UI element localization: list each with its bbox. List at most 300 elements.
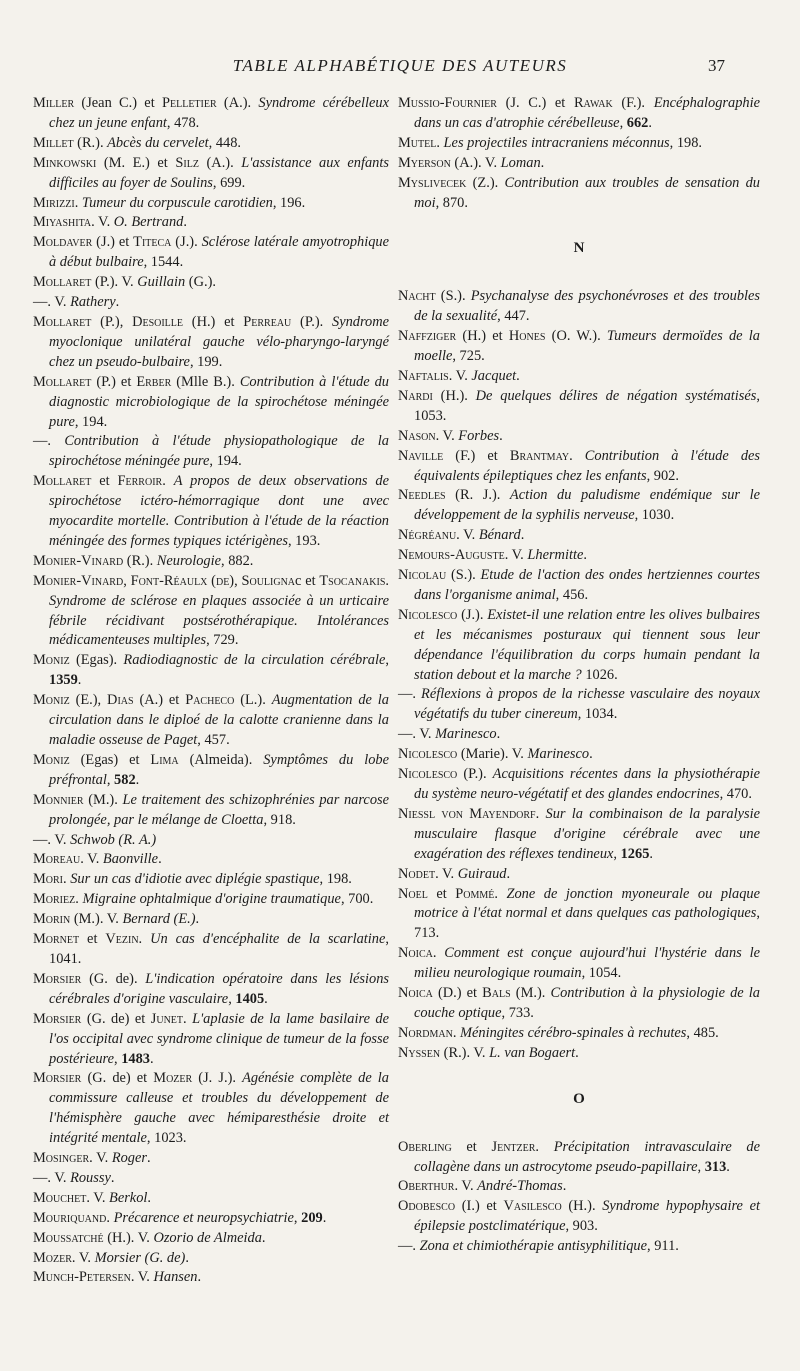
entry-text: , 470. (719, 786, 752, 802)
author-name: Moussatché (33, 1229, 104, 1246)
author-name: Myslivecek (398, 174, 467, 191)
article-title: O. Bertrand (113, 214, 184, 231)
article-title: Jacquet (471, 367, 517, 384)
article-title: Contribution à l'étude des équivalents épileptiques chez les enfants (414, 447, 761, 484)
index-entry (33, 134, 389, 154)
article-title: L'assistance aux enfants difficiles au foyer de Soulins (49, 154, 389, 191)
article-title: Syndrome myoclonique unilatéral gauche vélo-pharyngo-laryngé chez un pseudo-bulbaire (49, 313, 390, 370)
author-name: Pommé (455, 885, 495, 902)
index-entry (33, 1249, 389, 1269)
entry-text: , 1041. (49, 931, 389, 967)
author-name: Bals (482, 985, 511, 1002)
section-letter-o: O (573, 1090, 585, 1107)
entry-text: (Mlle B.). (171, 373, 240, 390)
entry-text: , 456. (555, 586, 589, 603)
entry-text: (M. E.) et (96, 154, 176, 171)
article-title: Réflexions à propos de la richesse vasculaire des noyaux végétatifs du tuber cinereum (414, 686, 760, 723)
entry-text: . (499, 427, 503, 444)
index-entry (398, 447, 760, 487)
article-title: Contribution aux troubles de sensation du moi (414, 174, 761, 211)
author-name: Mornet (33, 931, 80, 948)
entry-text: et (79, 931, 106, 948)
entry-text: . V. (454, 1178, 478, 1195)
article-title: Berkol (109, 1189, 148, 1206)
index-entry (33, 572, 389, 652)
author-name: Morsier (33, 1070, 82, 1087)
entry-text: , 194. (74, 413, 108, 430)
article-title: L'aplasie de la lame basilaire de l'os occipital avec syndrome clinique de tumeur de la fosse postérieure (49, 1010, 389, 1067)
entry-text: . (385, 572, 389, 589)
article-title: André-Thomas (477, 1178, 563, 1195)
entry-text: (A.). (216, 95, 259, 111)
author-list-n (398, 287, 760, 1063)
article-title: Bénard (478, 527, 521, 544)
author-name: Morsier (33, 1010, 82, 1027)
page-ref: 1265 (620, 845, 650, 862)
entry-text: . V. (435, 865, 458, 882)
author-name: Mutel (398, 134, 437, 151)
article-title: Encéphalographie dans un cas d'atrophie cérébelleuse (414, 95, 760, 131)
author-name: Mollaret (33, 373, 92, 390)
index-entry (398, 486, 760, 526)
entry-text: (R.). (73, 134, 108, 151)
author-name: Erber (136, 373, 172, 390)
entry-text: , 700. (340, 891, 374, 908)
index-entry (33, 691, 389, 751)
author-name: Moniz (33, 652, 70, 669)
author-name: Mosinger (33, 1150, 90, 1167)
left-column (33, 94, 389, 1288)
entry-text: . (162, 473, 174, 490)
entry-text: . (569, 447, 585, 464)
entry-text: . V. (435, 427, 459, 444)
article-title: Les projectiles intracraniens méconnus (443, 134, 670, 151)
index-entry (33, 651, 389, 691)
entry-text: . V. (456, 527, 479, 544)
author-name: Moniz (33, 692, 70, 709)
entry-text: , 699. (212, 174, 246, 191)
entry-text: . (135, 771, 140, 788)
index-entry (398, 725, 760, 745)
index-entry (398, 1044, 760, 1064)
author-name: Morin (33, 911, 71, 928)
article-title: Abcès du cervelet (107, 134, 209, 151)
entry-text: , 1034. (577, 706, 618, 723)
entry-text: , 485. (686, 1024, 719, 1041)
index-entry (33, 313, 389, 373)
index-entry (398, 526, 760, 546)
index-entry (33, 213, 389, 233)
article-title: Bernard (E.) (122, 911, 196, 928)
author-name: Nyssen (398, 1044, 441, 1061)
author-list-o (398, 1138, 760, 1257)
index-entry (398, 134, 760, 154)
index-entry (398, 174, 760, 214)
author-list-m-continued (398, 94, 760, 213)
entry-text: c et (295, 572, 320, 589)
index-entry (33, 751, 389, 791)
entry-text: , (228, 990, 236, 1007)
entry-text: —. V. (33, 294, 71, 311)
index-entry (33, 831, 389, 851)
index-entry (33, 870, 389, 890)
author-name: Perreau (243, 313, 292, 330)
author-name: Monier-Vinard (33, 572, 124, 589)
entry-text: (G. de). (81, 970, 146, 987)
entry-text: , 198. (319, 871, 352, 888)
author-name: Négréanu (398, 527, 457, 544)
entry-text: , 1023. (146, 1130, 187, 1147)
author-name: Myerson (398, 154, 451, 171)
index-entry (33, 890, 389, 910)
article-title: Rathery (70, 294, 116, 311)
article-title: Forbes (458, 427, 500, 444)
author-name: Silz (175, 154, 199, 171)
index-entry (398, 685, 760, 725)
index-entry (33, 1189, 389, 1209)
entry-text: (H.) et (456, 328, 509, 345)
article-title: Augmentation de la circulation dans le diploé de la calotte cranienne dans la maladie osseuse de Paget (49, 692, 389, 748)
author-name: Nicolesco (398, 746, 458, 763)
author-name: Niessl von Mayendorf (398, 805, 536, 822)
entry-text: . (516, 367, 520, 384)
index-entry (33, 154, 389, 194)
article-title: Acquisitions récentes dans la physiothérapie du système neuro-végétatif et des glandes endocrines (414, 766, 760, 802)
index-entry (33, 1069, 389, 1149)
article-title: Agénésie complète de la commissure calleuse et troubles du développement de l'hémisphère gauche avec hémiparesthésie droite et intégrité mentale (49, 1070, 390, 1147)
entry-text: . (494, 885, 507, 902)
entry-text: . (150, 1050, 154, 1067)
entry-text: (A.). (198, 154, 242, 171)
author-name: Nicolesco (398, 766, 458, 783)
entry-text: . (63, 871, 71, 888)
index-entry (33, 293, 389, 313)
entry-text: —. (398, 686, 422, 703)
entry-text: . (185, 1249, 189, 1266)
author-name: Nardi (398, 387, 433, 404)
entry-text: . (432, 945, 445, 962)
article-title: Migraine ophtalmique d'origine traumatique (82, 891, 341, 908)
entry-text: (P.). V. (91, 274, 138, 291)
index-entry (33, 1010, 389, 1070)
entry-text: . (183, 1010, 193, 1027)
entry-text: (G. de) et (81, 1070, 154, 1087)
entry-text: (L.). (234, 692, 272, 709)
page-ref: 582 (114, 771, 136, 788)
author-name: Rawak (573, 95, 613, 111)
page-ref: 1483 (121, 1050, 150, 1067)
article-title: Tumeur du corpuscule carotidien (81, 194, 273, 211)
author-name: Nordman (398, 1024, 453, 1041)
author-name: Lima (150, 751, 179, 768)
entry-text: . (535, 1138, 554, 1155)
index-entry (33, 1169, 389, 1189)
index-entry (33, 273, 389, 293)
article-title: Sclérose latérale amyotrophique à début bulbaire (49, 234, 389, 271)
index-entry (398, 1237, 760, 1257)
article-title: Roger (111, 1150, 147, 1167)
index-entry (398, 94, 760, 134)
article-title: Contribution à la physiologie de la couche optique (414, 985, 760, 1021)
author-name: Vasilesco (503, 1198, 562, 1215)
entry-text: . (106, 1209, 114, 1226)
index-entry (33, 910, 389, 930)
entry-text: (F.) et (443, 447, 510, 464)
index-entry (398, 865, 760, 885)
entry-text: . (452, 1024, 461, 1041)
author-name: Nodet (398, 865, 436, 882)
entry-text: (H.). V. (103, 1229, 154, 1246)
author-name: Nason (398, 427, 436, 444)
index-entry (33, 552, 389, 572)
entry-text: . (520, 527, 525, 544)
entry-text: , 199. (189, 353, 223, 370)
page-ref: 662 (626, 114, 649, 131)
entry-text: (S.). (446, 567, 481, 584)
entry-text: , 713. (414, 905, 760, 942)
article-title: Précarence et neuropsychiatrie (113, 1209, 294, 1226)
entry-text: , 911. (647, 1238, 679, 1255)
author-name: Nicolau (398, 567, 447, 584)
article-title: Le traitement des schizophrénies par narcose prolongée, par le mélange de Cloetta (49, 791, 390, 828)
author-name: Mozer (33, 1249, 72, 1266)
author-name: Millet (33, 134, 74, 151)
entry-text: . V. (130, 1269, 154, 1286)
index-entry (33, 373, 389, 433)
entry-text: (J.). (457, 606, 488, 623)
entry-text: . (183, 214, 187, 231)
article-title: Contribution à l'étude du diagnostic microbiologique de la spirochétose méningée pure (49, 373, 389, 430)
author-name: Hones (508, 328, 546, 345)
article-title: Ozorio de Almeida (153, 1229, 262, 1246)
entry-text: . V. (448, 367, 472, 384)
author-name: Nacht (398, 288, 436, 305)
entry-text: . (506, 865, 511, 882)
author-name: Brantmay (509, 447, 570, 464)
index-entry (33, 791, 389, 831)
article-title: Morsier (G. de) (94, 1249, 186, 1266)
entry-text: . (583, 547, 587, 564)
author-name: Pacheco (185, 692, 235, 709)
article-title: Neurologie (156, 552, 221, 569)
entry-text: , 1030. (634, 507, 675, 524)
entry-text: (P.). (291, 313, 332, 330)
entry-text: (E.), (69, 692, 108, 709)
author-name: Moniz (33, 751, 70, 768)
article-title: Guillain (137, 274, 186, 291)
index-entry (33, 850, 389, 870)
entry-text: , 882. (221, 552, 254, 569)
index-entry (398, 154, 760, 174)
entry-text: (Egas). (69, 652, 124, 669)
index-entry (33, 1149, 389, 1169)
entry-text: (A.). V. (450, 154, 501, 171)
entry-text: (Z.). (466, 174, 505, 191)
index-entry (33, 94, 389, 134)
entry-text: et (451, 1138, 492, 1155)
right-column (398, 94, 760, 1257)
entry-text: —. V. (33, 1169, 71, 1186)
entry-text: , 729. (206, 632, 239, 649)
entry-text: , (613, 845, 621, 862)
entry-text: (H.). (432, 387, 476, 404)
entry-text: , (114, 1050, 122, 1067)
entry-text: (Jean C.) et (74, 95, 162, 111)
entry-text: . (589, 746, 593, 763)
entry-text: (J. C.) et (496, 95, 574, 111)
author-name: Mirizzi (33, 194, 75, 211)
index-entry (33, 1229, 389, 1249)
author-name: Souligna (241, 572, 296, 589)
author-name: Nemours-Auguste (398, 547, 505, 564)
entry-text: . (562, 1178, 567, 1195)
index-entry (398, 984, 760, 1024)
entry-text: . (648, 114, 652, 131)
entry-text: . (535, 805, 546, 822)
author-name: Naville (398, 447, 444, 464)
author-name: Mouriquand (33, 1209, 107, 1226)
page-ref: 1359 (49, 672, 78, 689)
entry-text: . (195, 911, 200, 928)
article-title: Syndrome de sclérose en plaques associée à un urticaire fébrile récidivant postsérothérapique. Intolérances médicamenteuses multiples (49, 592, 389, 649)
entry-text: (D.) et (432, 985, 483, 1002)
author-name: Naffziger (398, 328, 457, 345)
author-name: Moriez (33, 891, 76, 908)
article-title: Loman (500, 154, 541, 171)
index-entry (33, 1268, 389, 1288)
index-entry (398, 546, 760, 566)
index-entry (33, 233, 389, 273)
entry-text: (M.). (510, 985, 551, 1002)
entry-text: , 447. (497, 308, 530, 325)
article-title: Précipitation intravasculaire de collagène dans un astrocytome pseudo-papillaire (414, 1138, 760, 1175)
entry-text: et (91, 473, 118, 490)
article-title: Existet-il une relation entre les olives bulbaires et les mécanismes posturaux qui tiennent sous leur dépendance l'équilibration du corps humain pendant la station debout et la marche ? (414, 606, 761, 683)
running-header-title: TABLE ALPHABÉTIQUE DES AUTEURS (232, 56, 568, 75)
index-entry (398, 1177, 760, 1197)
entry-text: , 1054. (581, 965, 622, 982)
author-name: Mollaret (33, 473, 92, 490)
article-title: Action du paludisme endémique sur le développement de la syphilis nerveuse (414, 487, 760, 524)
index-entry (398, 606, 760, 686)
index-entry (398, 427, 760, 447)
author-name: Mollaret (33, 274, 92, 291)
entry-text: (J. J.). (192, 1070, 243, 1087)
entry-text: 1026. (581, 666, 618, 683)
entry-text: (A.) et (133, 692, 186, 709)
entry-text: , 196. (272, 194, 306, 211)
entry-text: , 870. (435, 194, 468, 211)
entry-text: . V. (71, 1249, 95, 1266)
page-number: 37 (708, 56, 725, 75)
entry-text: . (649, 845, 653, 862)
index-entry (398, 944, 760, 984)
entry-text: , 902. (646, 467, 679, 484)
author-name: Font-Réaulx (de) (130, 572, 235, 589)
index-entry (33, 432, 389, 472)
entry-text: , 918. (263, 811, 296, 828)
entry-text: (F.). (612, 95, 654, 111)
entry-text: (Almeida). (178, 751, 264, 768)
entry-text: , 457. (197, 732, 230, 748)
entry-text: (P.). (457, 766, 493, 783)
author-name: Mollaret (33, 313, 92, 330)
article-title: Contribution à l'étude physiopathologique de la spirochétose méningée pure (49, 433, 389, 470)
entry-text: (R.). (123, 552, 157, 569)
author-name: Mussio-Fournier (398, 95, 497, 111)
entry-text: (J.). (171, 234, 202, 251)
article-title: Guiraud (457, 865, 507, 882)
entry-text: (S.). (435, 288, 471, 305)
entry-text: , (106, 771, 115, 788)
author-name: Mozer (153, 1070, 193, 1087)
index-entry (33, 194, 389, 214)
author-name: Pelletier (161, 95, 217, 111)
entry-text: . (261, 1229, 266, 1246)
section-letter-n: N (573, 240, 585, 257)
article-title: Zona et chimiothérapie antisyphilitique (419, 1238, 648, 1255)
article-title: Marinesco (435, 726, 497, 743)
article-title: Lhermitte (527, 547, 584, 564)
entry-text: —. (398, 1238, 420, 1255)
entry-text: , (385, 652, 389, 669)
entry-text: . (322, 1209, 327, 1226)
entry-text: . V. (89, 1150, 112, 1167)
entry-text: , 903. (565, 1218, 598, 1235)
author-name: Monier-Vinard (33, 552, 124, 569)
entry-text: , 448. (208, 134, 242, 151)
entry-text: . (436, 134, 444, 151)
article-title: Etude de l'action des ondes hertziennes courtes dans l'organisme animal (414, 567, 760, 603)
article-title: Hansen (153, 1269, 198, 1286)
entry-text: . (575, 1044, 579, 1061)
entry-text: . (158, 851, 162, 868)
index-entry (398, 287, 760, 327)
author-name: Tsocanakis (319, 572, 386, 589)
entry-text: . (264, 990, 268, 1007)
entry-text: (R.). V. (440, 1044, 490, 1061)
article-title: Un cas d'encéphalite de la scarlatine (150, 931, 386, 948)
page-ref: 1405 (235, 990, 265, 1007)
entry-text: (H.) et (183, 313, 244, 330)
entry-text: (P.) et (91, 373, 137, 390)
entry-text: —. V. (398, 726, 436, 743)
index-entry (398, 367, 760, 387)
article-title: Méningites cérébro-spinales à rechutes (460, 1024, 687, 1041)
entry-text: , 198. (669, 134, 703, 151)
article-title: Syndrome cérébelleux chez un jeune enfant (49, 95, 389, 131)
entry-text: (P.), (91, 313, 133, 330)
index-entry (33, 472, 389, 552)
entry-text: —. V. (33, 831, 71, 848)
author-name: Noica (398, 945, 433, 962)
index-entry (398, 1138, 760, 1178)
author-name: Miller (33, 95, 75, 111)
author-name: Minkowski (33, 154, 97, 171)
entry-text: et (427, 885, 456, 902)
author-name: Morsier (33, 970, 82, 987)
index-entry (33, 930, 389, 970)
entry-text: (Egas) et (69, 751, 151, 768)
entry-text: . (77, 672, 82, 689)
page-ref: 313 (704, 1158, 727, 1175)
index-entry (398, 885, 760, 945)
entry-text: . (74, 194, 82, 211)
author-name: Titeca (133, 234, 172, 251)
article-title: Roussy (70, 1169, 111, 1186)
entry-text: . (197, 1269, 202, 1286)
author-name: Ferroir (117, 473, 163, 490)
